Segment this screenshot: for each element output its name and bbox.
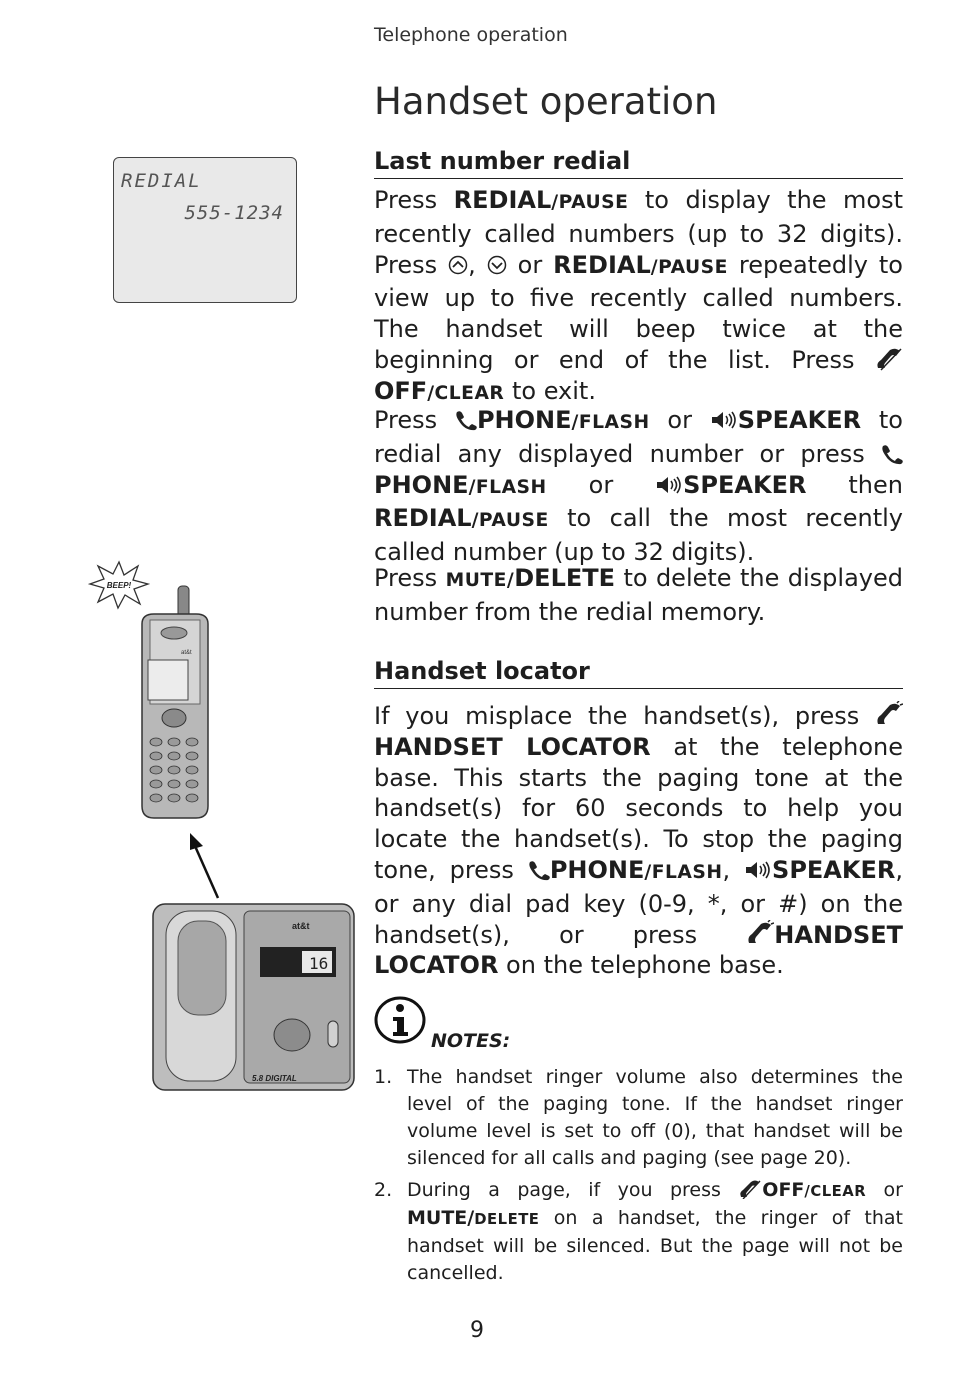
page-number: 9: [470, 1318, 484, 1343]
note-text: The handset ringer volume also determines the level of the paging tone. If the handset ringer volume level is set to off (0), that handset will be silenced for all calls and paging (see page 20).: [407, 1066, 903, 1169]
note-item-2: [374, 1177, 903, 1287]
speaker-icon: [710, 409, 738, 431]
lcd-display-illustration: [113, 157, 297, 303]
lcd-line-1: REDIAL: [121, 170, 202, 192]
speaker-icon: [655, 474, 683, 496]
note-item-1: [374, 1064, 903, 1172]
svg-text:at&t: at&t: [181, 650, 192, 656]
phone-handset-icon: [455, 409, 477, 431]
note-number: 2.: [374, 1179, 393, 1201]
notes-label: NOTES:: [431, 1030, 511, 1052]
note-number: 1.: [374, 1066, 393, 1088]
redial-paragraph-3: Press MUTE/DELETE to delete the displayed number from the redial memory.: [374, 564, 903, 626]
beep-label: BEEP!: [106, 581, 132, 590]
heading-last-number-redial: Last number redial: [374, 147, 903, 179]
base-brand-label: at&t: [292, 921, 310, 931]
base-model-label: 5.8 DIGITAL: [252, 1074, 297, 1083]
arrow-up-icon: [186, 830, 226, 902]
phone-handset-icon: [528, 859, 550, 881]
heading-handset-locator: Handset locator: [374, 657, 903, 689]
cordless-handset-illustration: [134, 584, 214, 824]
scroll-up-key-icon: [448, 254, 468, 276]
scroll-down-key-icon: [487, 254, 507, 276]
redial-paragraph-2: Press PHONE/FLASH or SPEAKER to redial any displayed number or press PHONE/FLASH or SPEAKER then REDIAL/PAUSE to call the most recently called number (up to 32 digits).: [374, 406, 903, 567]
handset-locator-icon: [746, 920, 774, 946]
handset-locator-icon: [875, 701, 903, 727]
phone-handset-icon: [881, 443, 903, 465]
section-label: Telephone operation: [374, 24, 568, 46]
lcd-line-2: 555-1234: [184, 202, 284, 224]
off-hook-icon: [875, 347, 903, 371]
redial-paragraph-1: Press REDIAL/PAUSE to display the most recently called numbers (up to 32 digits). Press , or REDIAL/PAUSE repeatedly to view up to five recently called numbers. The handset will beep twice at the beginning or end of the list. Press OFF/CLEAR to exit.: [374, 186, 903, 405]
info-icon: [374, 996, 428, 1046]
page-title: Handset operation: [374, 80, 718, 123]
speaker-icon: [744, 859, 772, 881]
locator-paragraph: If you misplace the handset(s), press HANDSET LOCATOR at the telephone base. This starts the paging tone at the handset(s) for 60 seconds to help you locate the handset(s). To stop the paging tone, press PHONE/FLASH, SPEAKER, or any dial pad key (0-9, *, or #) on the handset(s), or press HANDSET LOCATOR on the telephone base.: [374, 702, 903, 980]
telephone-base-illustration: [152, 903, 355, 1091]
note-text: During a page, if you press OFF/CLEAR or MUTE/DELETE on a handset, the ringer of that handset will be silenced. But the page will not be cancelled.: [407, 1179, 903, 1284]
off-hook-icon: [738, 1179, 762, 1199]
base-display-counter: 16: [309, 954, 329, 973]
